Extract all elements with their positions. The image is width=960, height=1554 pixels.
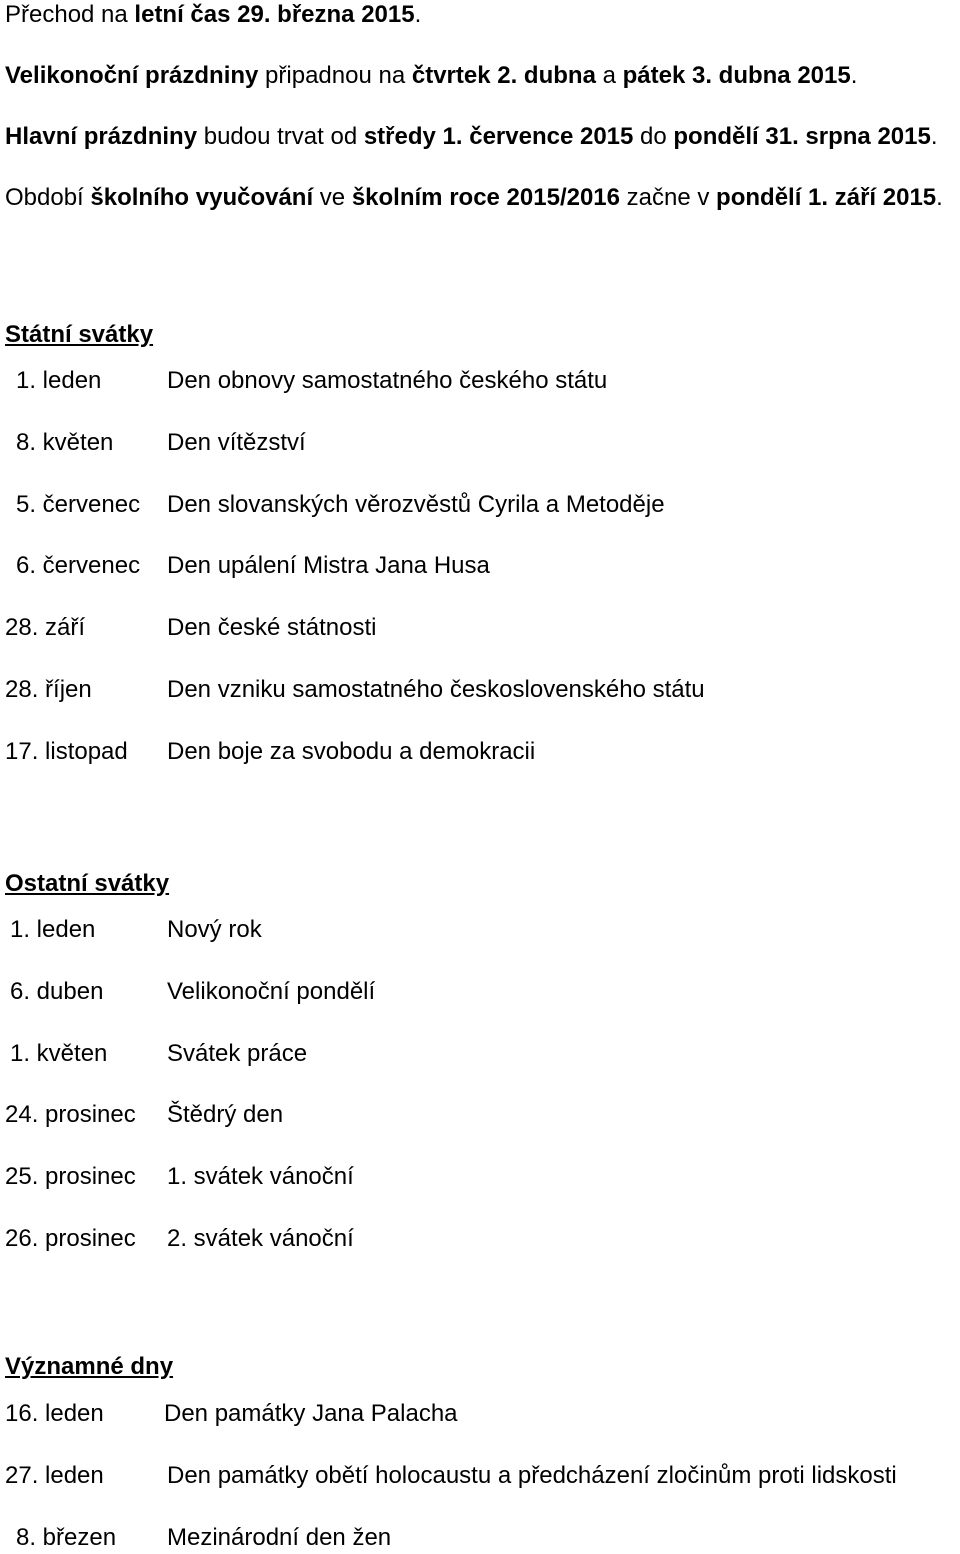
intro-line-4: [5, 183, 943, 213]
intro-text-run: letní čas 29. března 2015: [134, 1, 415, 28]
holiday-name: Nový rok: [167, 916, 262, 943]
intro-text-run: Období: [5, 184, 91, 211]
intro-text-run: pondělí 31. srpna 2015: [673, 123, 931, 150]
intro-text-run: a: [595, 62, 623, 89]
section-heading-statni: Státní svátky: [5, 321, 154, 348]
intro-text-run: .: [930, 123, 938, 150]
holiday-name: Štědrý den: [167, 1101, 284, 1129]
intro-text-run: školním roce 2015/2016: [351, 184, 620, 211]
intro-text-run: do: [633, 123, 674, 150]
intro-text-run: budou trvat od: [197, 123, 364, 150]
holiday-date: 26. prosinec: [5, 1225, 136, 1252]
holiday-date: 1. leden: [16, 367, 102, 394]
intro-text-run: .: [936, 184, 943, 211]
holiday-date: 1. květen: [10, 1039, 108, 1067]
holiday-name: Den vzniku samostatného československého státu: [167, 676, 705, 703]
holiday-name: 1. svátek vánoční: [167, 1163, 354, 1191]
holiday-date: 25. prosinec: [5, 1163, 136, 1191]
intro-text-run: pátek 3. dubna 2015: [622, 62, 851, 89]
holiday-date: 8. květen: [16, 428, 114, 456]
holiday-date: 24. prosinec: [5, 1101, 136, 1129]
intro-text-run: čtvrtek 2. dubna: [411, 62, 596, 89]
holiday-name: Svátek práce: [167, 1039, 308, 1067]
holiday-date: 28. září: [5, 614, 86, 642]
holiday-name: Mezinárodní den žen: [167, 1523, 392, 1551]
holiday-date: 6. duben: [10, 977, 104, 1005]
holiday-name: Den obnovy samostatného českého státu: [167, 367, 608, 394]
holiday-date: 5. červenec: [16, 490, 141, 518]
holiday-date: 17. listopad: [5, 737, 128, 765]
holiday-name: Den vítězství: [167, 428, 306, 456]
holiday-date: 27. leden: [5, 1461, 104, 1489]
intro-text-run: školního vyučování: [90, 184, 314, 211]
intro-line-2: [5, 61, 857, 91]
holiday-date: 8. březen: [16, 1523, 117, 1551]
holiday-date: 1. leden: [10, 916, 96, 943]
holiday-date: 28. říjen: [5, 676, 92, 703]
holiday-name: Den slovanských věrozvěstů Cyrila a Metoděje: [167, 490, 665, 518]
holiday-name: Den památky obětí holocaustu a předcházení zločinům proti lidskosti: [167, 1461, 897, 1489]
intro-line-3: [5, 122, 938, 152]
holiday-name: Velikonoční pondělí: [167, 977, 376, 1005]
holiday-date: 16. leden: [5, 1400, 104, 1427]
holiday-name: Den boje za svobodu a demokracii: [167, 737, 536, 765]
intro-text-run: .: [850, 62, 858, 89]
intro-line-1: [5, 0, 421, 30]
intro-text-run: středy 1. července 2015: [363, 123, 634, 150]
holiday-name: Den památky Jana Palacha: [164, 1400, 458, 1427]
holiday-name: Den upálení Mistra Jana Husa: [167, 552, 490, 580]
intro-text-run: Přechod na: [5, 1, 135, 28]
section-heading-vyznamne: Významné dny: [5, 1353, 174, 1380]
intro-text-run: připadnou na: [258, 62, 412, 89]
intro-text-run: Hlavní prázdniny: [5, 123, 198, 150]
holiday-name: Den české státnosti: [167, 614, 377, 642]
intro-text-run: Velikonoční prázdniny: [5, 62, 259, 89]
intro-text-run: .: [414, 1, 422, 28]
intro-text-run: začne v: [620, 184, 717, 211]
section-heading-ostatni: Ostatní svátky: [5, 870, 170, 897]
holiday-date: 6. červenec: [16, 552, 141, 580]
intro-text-run: pondělí 1. září 2015: [716, 184, 937, 211]
holiday-name: 2. svátek vánoční: [167, 1225, 354, 1252]
intro-text-run: ve: [313, 184, 352, 211]
